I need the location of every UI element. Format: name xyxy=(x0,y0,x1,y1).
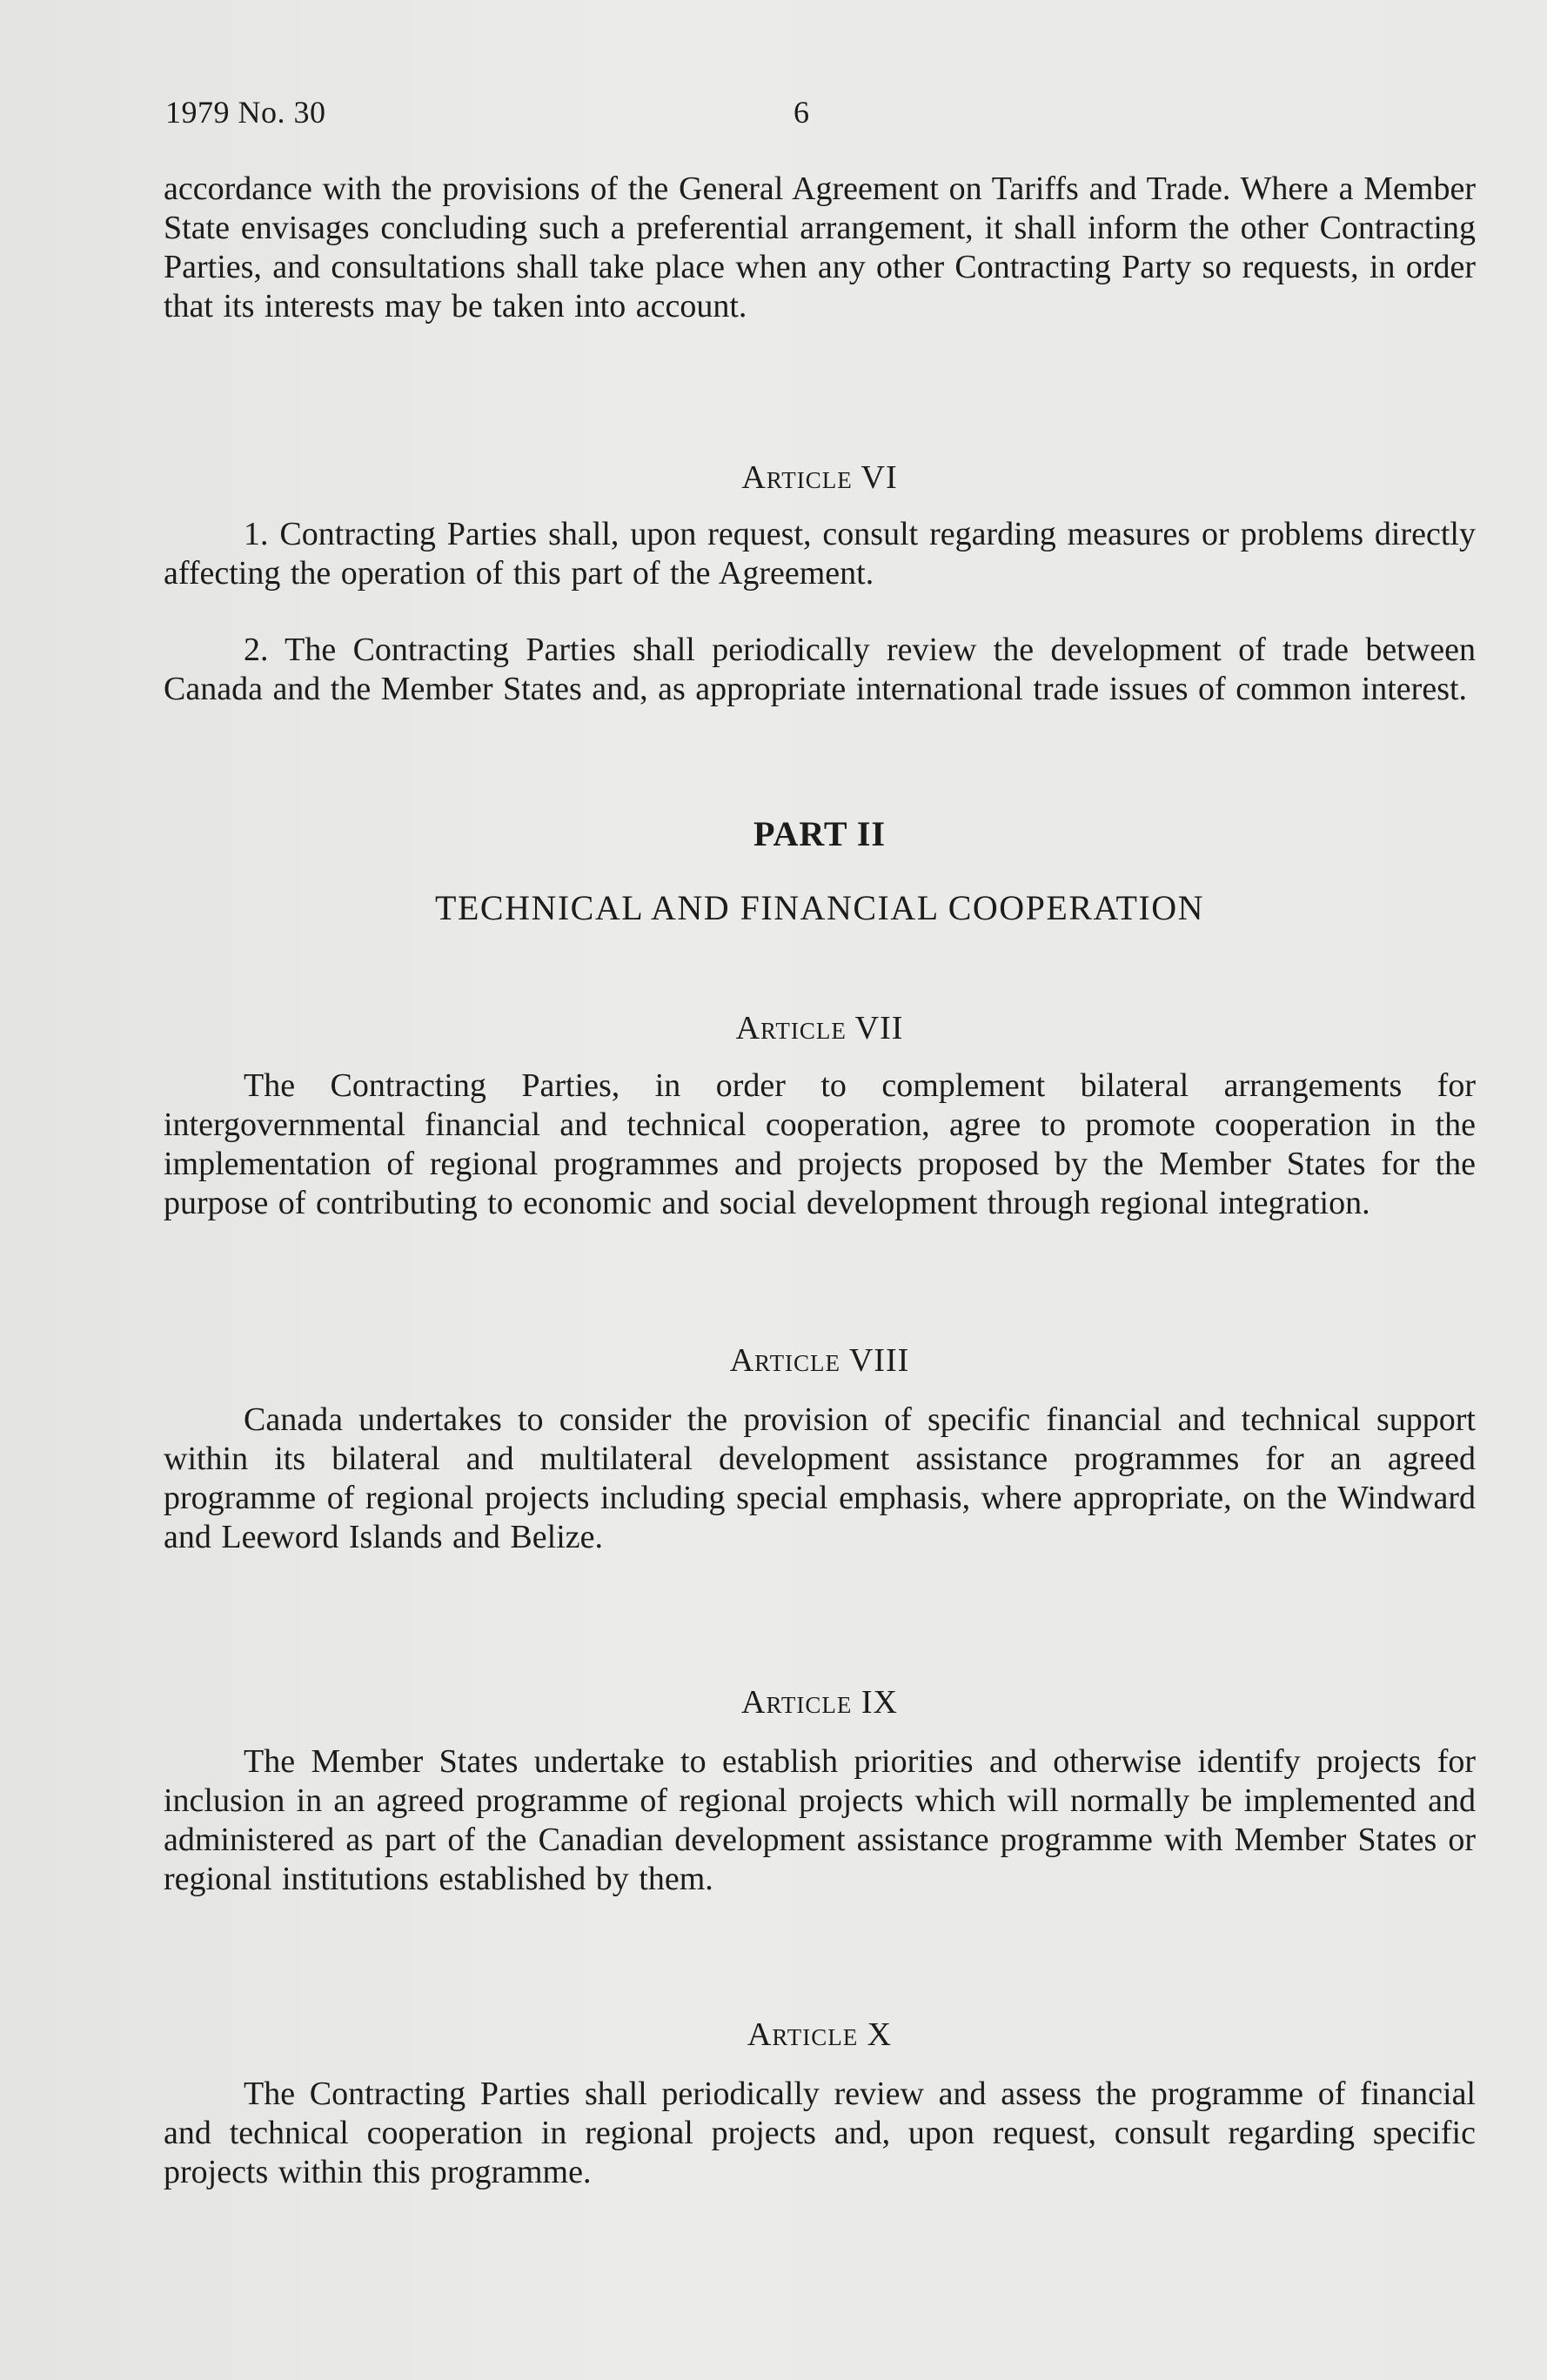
article-vii-paragraph: The Contracting Parties, in order to complement bilateral arrangements for intergovernmental financial and technical cooperation, agree to promote cooperation in the implementation of regional programmes and projects proposed by the Member States for the purpose of contributing to economic and social development through regional integration. xyxy=(164,1067,1476,1221)
article-ix-paragraph: The Member States undertake to establish priorities and otherwise identify projects for inclusion in an agreed programme of regional projects which will normally be implemented and administered as part of the Canadian development assistance programme with Member States or regional institutions established by them. xyxy=(164,1743,1476,1897)
running-head: 1979 No. 30 xyxy=(165,95,326,130)
article-vi-paragraph-2: 2. The Contracting Parties shall periodically review the development of trade between Canada and the Member States and, as appropriate international trade issues of common interest. xyxy=(164,632,1476,707)
article-ix-heading: Article IX xyxy=(741,1684,898,1721)
article-vi-heading: Article VI xyxy=(741,459,898,496)
article-vi-paragraph-1: 1. Contracting Parties shall, upon request, consult regarding measures or problems directly affecting the operation of this part of the Agreement. xyxy=(164,516,1476,592)
article-x-heading: Article X xyxy=(747,2016,893,2053)
article-viii-paragraph: Canada undertakes to consider the provision of specific financial and technical support within its bilateral and multilateral development assistance programmes for an agreed programme of regional projects including special emphasis, where appropriate, on the Windward and Leeword Islands and Belize. xyxy=(164,1401,1476,1555)
part-ii-heading: PART II xyxy=(753,814,886,853)
article-x-paragraph: The Contracting Parties shall periodically review and assess the programme of financial and technical cooperation in regional projects and, upon request, consult regarding specific projects within this programme. xyxy=(164,2076,1476,2190)
page-number: 6 xyxy=(794,95,809,130)
article-viii-heading: Article VIII xyxy=(729,1342,910,1379)
article-vii-heading: Article VII xyxy=(735,1010,904,1046)
intro-paragraph: accordance with the provisions of the General Agreement on Tariffs and Trade. Where a Member State envisages concluding such a preferential arrangement, it shall inform the other Contracting Parties, and consultations shall take place when any other Contracting Party so requests, in order that its interests may be taken into account. xyxy=(164,170,1476,324)
part-ii-subtitle: TECHNICAL AND FINANCIAL COOPERATION xyxy=(435,888,1204,927)
